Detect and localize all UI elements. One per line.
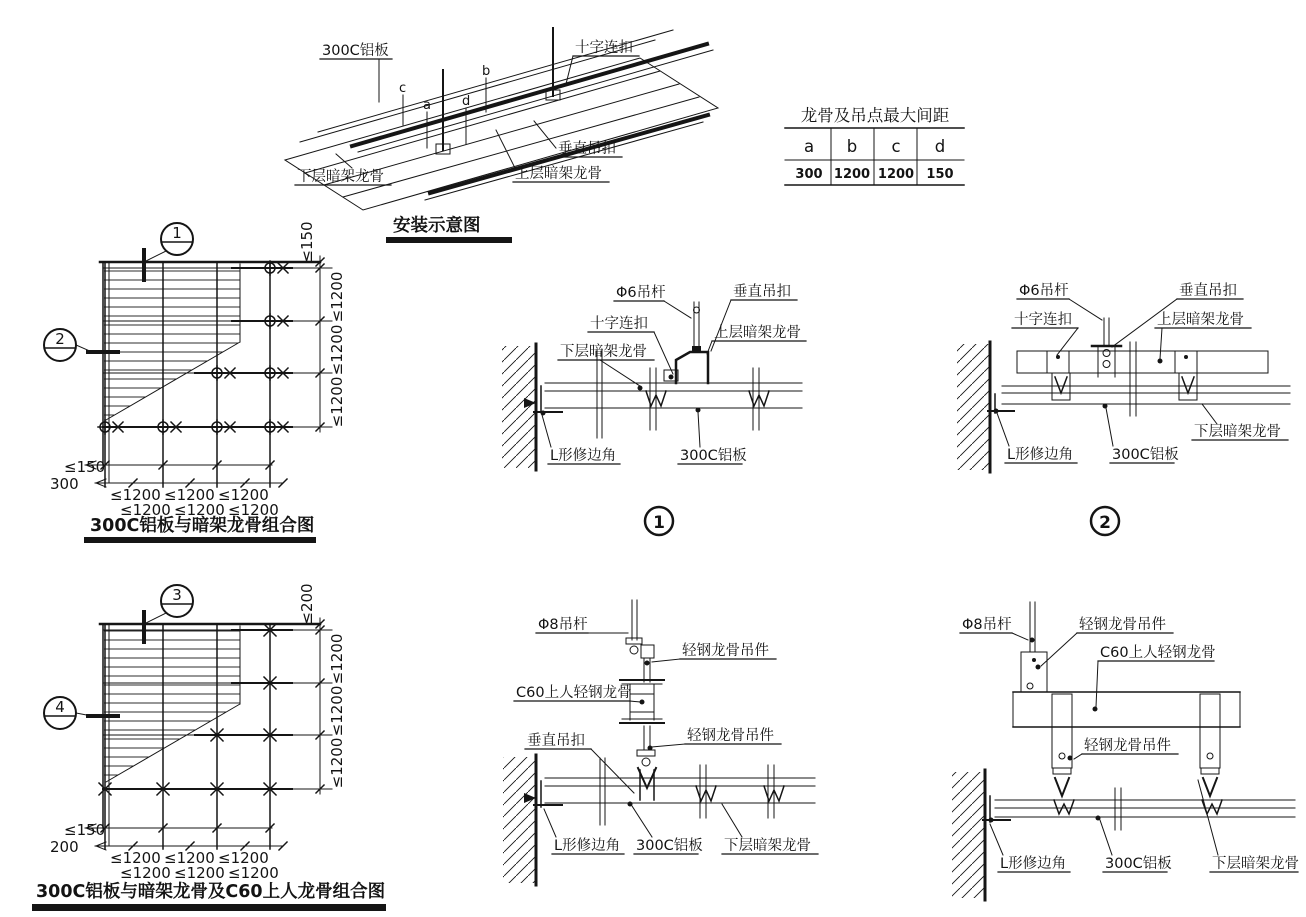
detail1-label-rod: Φ6吊杆	[616, 285, 666, 301]
detail4-label-panel: 300C铝板	[1105, 856, 1172, 872]
detail-4	[952, 602, 1299, 900]
dim-1200: ≤1200	[110, 486, 161, 504]
callout-number: 3	[172, 586, 182, 604]
detail1-label-trim: L形修边角	[550, 448, 617, 464]
detail2-label-panel: 300C铝板	[1112, 447, 1179, 463]
detail4-label-lower-keel: 下层暗架龙骨	[1212, 856, 1299, 872]
iso-label-upper-keel: 上层暗架龙骨	[515, 166, 602, 182]
detail-3	[503, 600, 818, 885]
iso-diagram	[285, 28, 718, 243]
wall-hatch	[952, 772, 984, 898]
plan2-bottom-dims	[50, 821, 287, 882]
detail2-label-upper-keel: 上层暗架龙骨	[1157, 312, 1244, 328]
iso-title: 安装示意图	[393, 216, 481, 236]
detail3-label-hanger-bottom: 轻钢龙骨吊件	[687, 728, 774, 744]
dim-1200: ≤1200	[174, 864, 225, 882]
table-value-b: 1200	[833, 167, 871, 182]
dim-1200: ≤1200	[328, 324, 346, 376]
dim-edge: ≤150	[64, 821, 106, 839]
iso-label-cross-clip: 十字连扣	[575, 40, 633, 56]
dim-1200: ≤1200	[110, 849, 161, 867]
detail1-label-lower-keel: 下层暗架龙骨	[560, 344, 647, 360]
detail-2	[957, 282, 1290, 535]
detail-1	[502, 283, 806, 535]
plan1-right-dims	[298, 221, 346, 432]
table-header-a: a	[803, 137, 815, 156]
plan2-title: 300C铝板与暗架龙骨及C60上人龙骨组合图	[36, 882, 386, 902]
plan1-bottom-dims	[50, 458, 287, 519]
spacing-table-title: 龙骨及吊点最大间距	[800, 106, 950, 125]
dim-edge: ≤150	[64, 458, 106, 476]
table-value-c: 1200	[877, 167, 915, 182]
detail1-label-upper-keel: 上层暗架龙骨	[714, 325, 801, 341]
detail2-label-trim: L形修边角	[1007, 447, 1074, 463]
table-header-b: b	[846, 137, 858, 156]
detail3-label-vert-clip: 垂直吊扣	[527, 733, 585, 749]
iso-label-lower-keel: 下层暗架龙骨	[297, 169, 384, 185]
detail3-label-rod: Φ8吊杆	[538, 617, 588, 633]
detail4-label-c60: C60上人轻钢龙骨	[1100, 645, 1216, 661]
detail3-label-lower-keel: 下层暗架龙骨	[724, 838, 811, 854]
dim-1200: ≤1200	[228, 501, 279, 519]
dim-150: ≤150	[298, 221, 316, 263]
dim-1200: ≤1200	[328, 271, 346, 323]
dim-1200: ≤1200	[164, 486, 215, 504]
table-value-d: 150	[926, 167, 954, 182]
detail4-label-hanger-top: 轻钢龙骨吊件	[1079, 617, 1166, 633]
dim-1200: ≤1200	[328, 685, 346, 737]
detail1-label-cross-clip: 十字连扣	[590, 316, 648, 332]
detail4-label-hanger-bottom: 轻钢龙骨吊件	[1084, 738, 1171, 754]
wall-hatch	[503, 757, 535, 883]
iso-label-panel: 300C铝板	[322, 43, 389, 59]
dim-200: ≤200	[298, 583, 316, 625]
callout-number: 2	[55, 330, 65, 348]
dim-1200: ≤1200	[228, 864, 279, 882]
detail2-number: 2	[1099, 513, 1111, 533]
spacing-table	[785, 106, 964, 185]
dim-1200: ≤1200	[328, 633, 346, 685]
vertical-clip-shape	[676, 352, 708, 383]
detail2-label-lower-keel: 下层暗架龙骨	[1194, 424, 1281, 440]
iso-title-underline	[386, 237, 512, 243]
detail2-label-cross-clip: 十字连扣	[1014, 312, 1072, 328]
dim-1200: ≤1200	[174, 501, 225, 519]
iso-letter-a: a	[423, 98, 431, 113]
plan-view-1	[44, 221, 346, 543]
dim-1200: ≤1200	[328, 737, 346, 789]
dim-1200: ≤1200	[218, 486, 269, 504]
iso-letter-c: c	[399, 81, 407, 96]
iso-letter-b: b	[482, 64, 491, 79]
dim-1200: ≤1200	[218, 849, 269, 867]
detail1-label-panel: 300C铝板	[680, 448, 747, 464]
dim-1200: ≤1200	[120, 501, 171, 519]
plan2-title-underline	[32, 904, 386, 911]
iso-label-vert-clip: 垂直吊扣	[558, 141, 616, 157]
detail3-label-c60: C60上人轻钢龙骨	[516, 685, 632, 701]
callout-number: 1	[172, 224, 182, 242]
detail4-label-trim: L形修边角	[1000, 856, 1067, 872]
dim-edge2: 300	[50, 475, 79, 493]
detail3-label-panel: 300C铝板	[636, 838, 703, 854]
dim-1200: ≤1200	[164, 849, 215, 867]
detail2-label-vert-clip: 垂直吊扣	[1179, 283, 1237, 299]
iso-letter-d: d	[462, 94, 471, 109]
detail3-label-hanger-top: 轻钢龙骨吊件	[682, 643, 769, 659]
callout-number: 4	[55, 698, 65, 716]
plan-view-2	[32, 583, 386, 911]
dim-edge2: 200	[50, 838, 79, 856]
table-value-a: 300	[795, 167, 823, 182]
detail1-label-vert-clip: 垂直吊扣	[733, 284, 791, 300]
detail1-number: 1	[653, 513, 665, 533]
plan2-right-dims	[298, 583, 346, 794]
dim-1200: ≤1200	[120, 864, 171, 882]
plan1-title-underline	[84, 537, 316, 543]
detail2-label-rod: Φ6吊杆	[1019, 283, 1069, 299]
dim-1200: ≤1200	[328, 376, 346, 428]
wall-hatch	[502, 346, 535, 468]
plan1-title: 300C铝板与暗架龙骨组合图	[90, 516, 315, 536]
table-header-d: d	[934, 137, 946, 156]
detail3-label-trim: L形修边角	[554, 838, 621, 854]
wall-hatch	[957, 344, 989, 470]
detail4-label-rod: Φ8吊杆	[962, 617, 1012, 633]
table-header-c: c	[891, 137, 901, 156]
